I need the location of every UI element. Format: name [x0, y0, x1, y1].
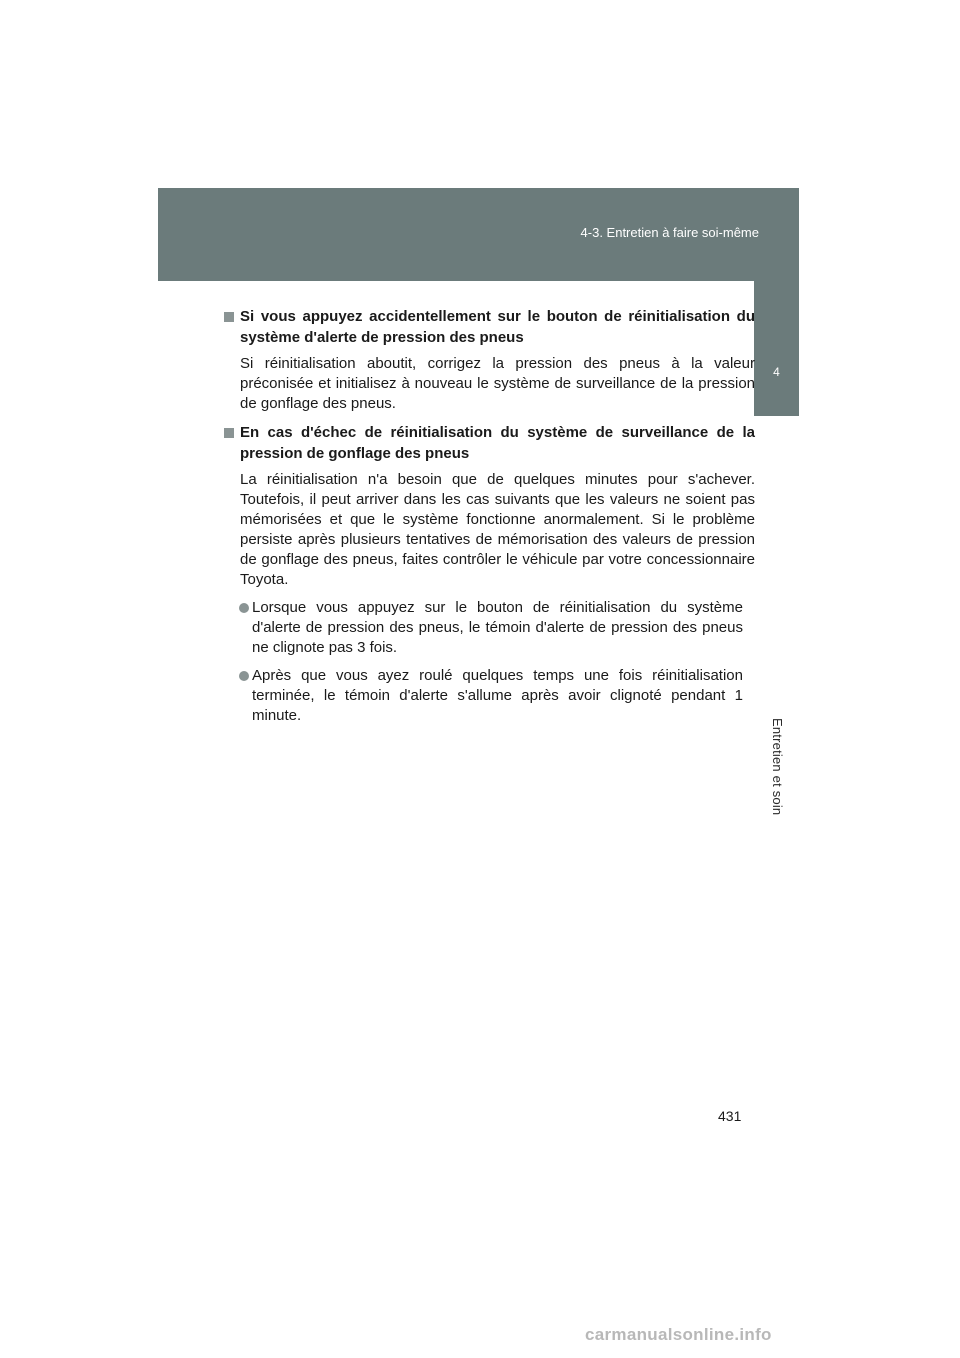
- chapter-label: Entretien et soin: [770, 718, 785, 816]
- page-number: 431: [718, 1108, 742, 1124]
- list-item-text: Lorsque vous appuyez sur le bouton de réinitialisation du système d'alerte de pression des pneus, le témoin d'alerte de pression des pneus ne clignote pas 3 fois.: [252, 599, 743, 656]
- section-title: 4-3. Entretien à faire soi-même: [580, 225, 759, 240]
- list-item-text: Après que vous ayez roulé quelques temps une fois réinitialisation terminée, le témoin d'alerte s'allume après avoir clignoté pendant 1 minute.: [252, 667, 743, 724]
- header-band: [158, 188, 799, 281]
- chapter-number: 4: [773, 365, 780, 379]
- circle-bullet-icon: [239, 603, 249, 613]
- section-body: Si réinitialisation aboutit, corrigez la pression des pneus à la valeur préconisée et initialisez à nouveau le système de surveillance de la pression de gonflage des pneus.: [240, 355, 755, 412]
- section-heading: [224, 306, 755, 348]
- section-heading: [224, 422, 755, 464]
- section-heading-text: Si vous appuyez accidentellement sur le bouton de réinitialisation du système d'alerte de pression des pneus: [240, 308, 755, 346]
- square-bullet-icon: [224, 428, 234, 438]
- square-bullet-icon: [224, 312, 234, 322]
- section-body: La réinitialisation n'a besoin que de quelques minutes pour s'achever. Toutefois, il peut arriver dans les cas suivants que les valeurs ne soient pas mémorisées et que le système fonctionne anormalement. Si le problème persiste après plusieurs tentatives de mémorisation des valeurs de pression de gonflage des pneus, faites contrôler le véhicule par votre concessionnaire Toyota.: [240, 471, 755, 588]
- chapter-tab: [754, 281, 799, 416]
- watermark: carmanualsonline.info: [585, 1325, 772, 1344]
- circle-bullet-icon: [239, 671, 249, 681]
- list-item: [224, 666, 755, 726]
- list-item: [224, 598, 755, 658]
- page-content: [224, 306, 755, 734]
- section-heading-text: En cas d'échec de réinitialisation du système de surveillance de la pression de gonflage des pneus: [240, 424, 755, 462]
